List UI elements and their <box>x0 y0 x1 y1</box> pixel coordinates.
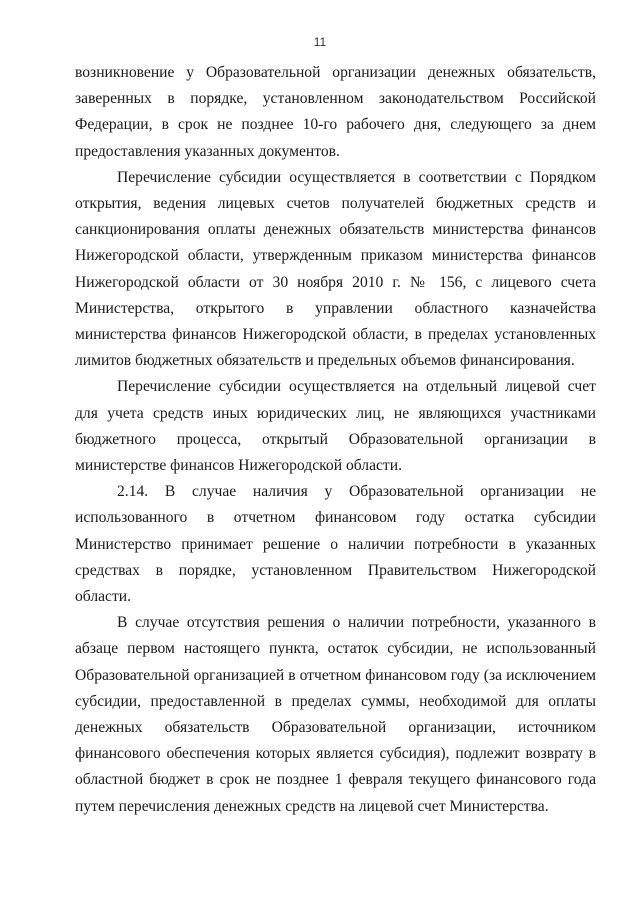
paragraph-separate-account: Перечисление субсидии осуществляется на отдельный лицевой счет для учета средств иных юридических лиц, не являющихся участниками бюджетного процесса, открытый Образовательной организации в министерстве финансов Нижегородской области. <box>75 378 596 475</box>
document-body <box>75 60 596 820</box>
page-number: 11 <box>313 35 327 49</box>
paragraph-return-of-subsidy: В случае отсутствия решения о наличии потребности, указанного в абзаце первом настоящего пункта, остаток субсидии, не использованный Образовательной организацией в отчетном финансовом году (за исключением субсидии, предоставленной в пределах суммы, необходимой для оплаты денежных обязательств Образовательной организации, источником финансового обеспечения которых является субсидия), подлежит возврату в областной бюджет в срок не позднее 1 февраля текущего финансового года путем перечисления денежных средств на лицевой счет Министерства. <box>75 614 596 815</box>
paragraph-continuation: возникновение у Образовательной организации денежных обязательств, заверенных в порядке, установленном законодательством Российской Федерации, в срок не позднее 10-го рабочего дня, следующего за днем предоставления указанных документов. <box>75 64 596 160</box>
paragraph-clause-2-14: 2.14. В случае наличия у Образовательной организации не использованного в отчетном финансовом году остатка субсидии Министерство принимает решение о наличии потребности в указанных средствах в порядке, установленном Правительством Нижегородской области. <box>75 483 596 606</box>
paragraph-transfer-procedure: Перечисление субсидии осуществляется в соответствии с Порядком открытия, ведения лицевых счетов получателей бюджетных средств и санкционирования оплаты денежных обязательств министерства финансов Нижегородской области, утвержденным приказом министерства финансов Нижегородской области от 30 ноября 2010 г. № 156, с лицевого счета Министерства, открытого в управлении областного казначейства министерства финансов Нижегородской области, в пределах установленных лимитов бюджетных обязательств и предельных объемов финансирования. <box>75 168 596 370</box>
